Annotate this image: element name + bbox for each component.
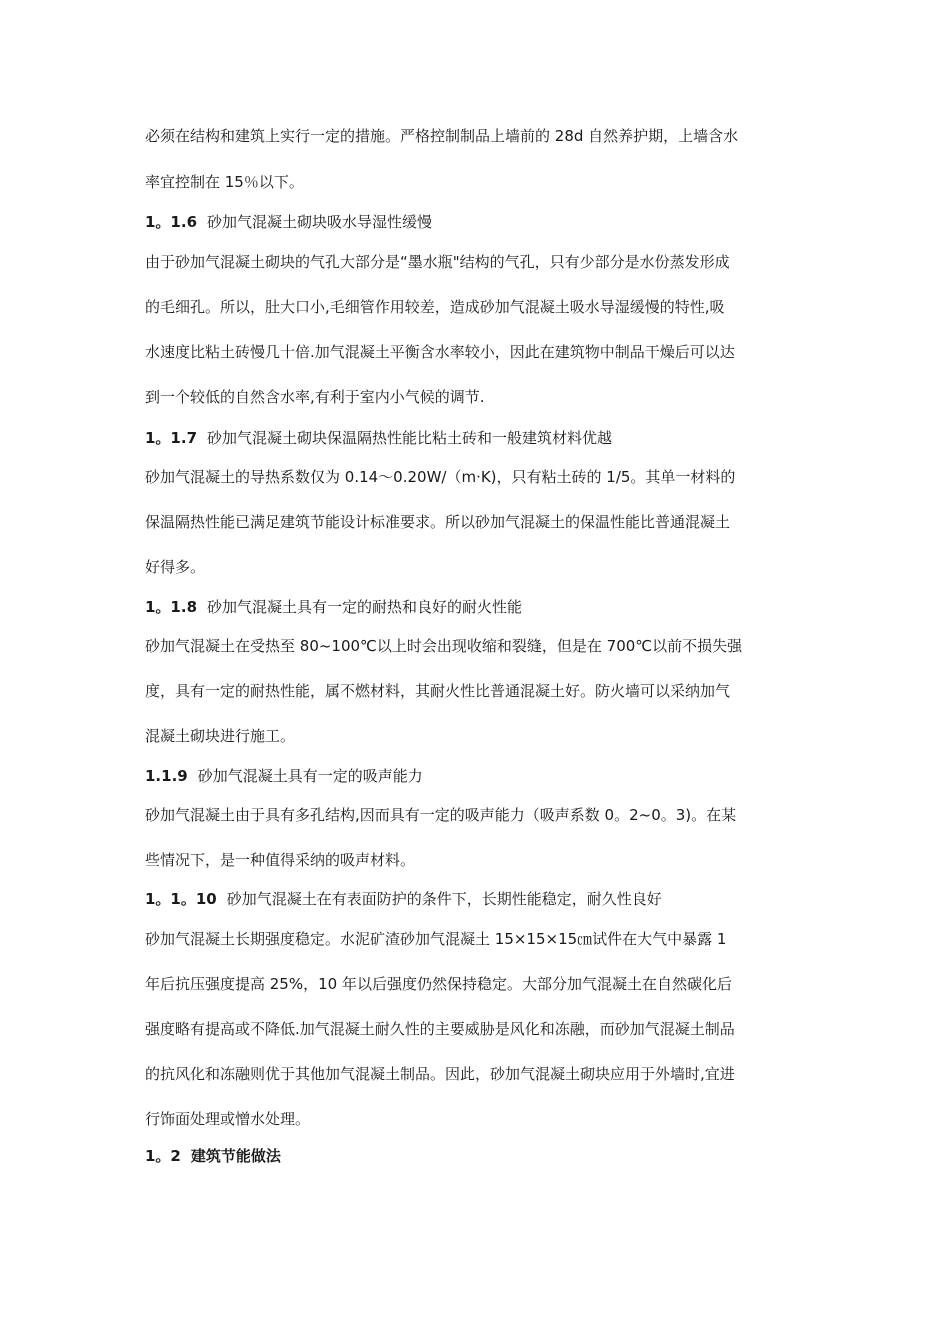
paragraph-line: 砂加气混凝土长期强度稳定。水泥矿渣砂加气混凝土 15×15×15㎝试件在大气中暴露 1 [145, 930, 727, 948]
paragraph-line: 强度略有提高或不降低.加气混凝土耐久性的主要威胁是风化和冻融，而砂加气混凝土制品 [145, 1020, 735, 1038]
paragraph-line: 些情况下，是一种值得采纳的吸声材料。 [145, 851, 416, 869]
paragraph-line: 混凝土砌块进行施工。 [145, 727, 296, 745]
section-number: 1。1.8 [145, 598, 198, 616]
paragraph-line: 到一个较低的自然含水率,有利于室内小气候的调节. [145, 388, 485, 406]
section-number: 1.1.9 [145, 767, 188, 785]
section-heading-1-1-7 [145, 428, 612, 448]
section-title: 砂加气混凝土在有表面防护的条件下，长期性能稳定，耐久性良好 [226, 890, 662, 908]
section-number: 1。1.7 [145, 429, 198, 447]
section-heading-1-1-9 [145, 766, 423, 786]
section-title: 砂加气混凝土砌块保温隔热性能比粘土砖和一般建筑材料优越 [207, 429, 613, 447]
paragraph-line: 砂加气混凝土的导热系数仅为 0.14～0.20W/（m·K)，只有粘土砖的 1/5。其单一材料的 [145, 468, 736, 486]
section-title: 砂加气混凝土砌块吸水导湿性缓慢 [207, 213, 433, 231]
paragraph-line: 率宜控制在 15％以下。 [145, 173, 304, 191]
paragraph-line: 砂加气混凝土由于具有多孔结构,因而具有一定的吸声能力（吸声系数 0。2~0。3)。在某 [145, 806, 737, 824]
section-number: 1。2 [145, 1147, 181, 1165]
section-number: 1。1.6 [145, 213, 198, 231]
paragraph-line: 的毛细孔。所以，肚大口小,毛细管作用较差，造成砂加气混凝土吸水导湿缓慢的特性,吸 [145, 298, 725, 316]
section-title: 砂加气混凝土具有一定的吸声能力 [197, 767, 423, 785]
paragraph-line: 行饰面处理或憎水处理。 [145, 1110, 311, 1128]
paragraph-line: 年后抗压强度提高 25%，10 年以后强度仍然保持稳定。大部分加气混凝土在自然碳化后 [145, 975, 732, 993]
paragraph-line: 砂加气混凝土在受热至 80~100℃以上时会出现收缩和裂缝，但是在 700℃以前不损失强 [145, 637, 743, 655]
paragraph-line: 的抗风化和冻融则优于其他加气混凝土制品。因此，砂加气混凝土砌块应用于外墙时,宜进 [145, 1065, 735, 1083]
paragraph-line: 保温隔热性能已满足建筑节能设计标准要求。所以砂加气混凝土的保温性能比普通混凝土 [145, 513, 731, 531]
paragraph-line: 好得多。 [145, 558, 206, 576]
section-title: 砂加气混凝土具有一定的耐热和良好的耐火性能 [207, 598, 523, 616]
paragraph-line: 水速度比粘土砖慢几十倍.加气混凝土平衡含水率较小，因此在建筑物中制品干燥后可以达 [145, 343, 735, 361]
paragraph-line: 必须在结构和建筑上实行一定的措施。严格控制制品上墙前的 28d 自然养护期，上墙含水 [145, 127, 739, 145]
section-heading-1-1-8 [145, 597, 522, 617]
section-title: 建筑节能做法 [190, 1147, 281, 1165]
paragraph-line: 度，具有一定的耐热性能，属不燃材料，其耐火性比普通混凝土好。防火墙可以采纳加气 [145, 682, 731, 700]
paragraph-line: 由于砂加气混凝土砌块的气孔大部分是“墨水瓶"结构的气孔，只有少部分是水份蒸发形成 [145, 253, 730, 271]
section-number: 1。1。10 [145, 890, 217, 908]
section-heading-1-2 [145, 1146, 281, 1166]
section-heading-1-1-10 [145, 889, 662, 909]
section-heading-1-1-6 [145, 212, 432, 232]
